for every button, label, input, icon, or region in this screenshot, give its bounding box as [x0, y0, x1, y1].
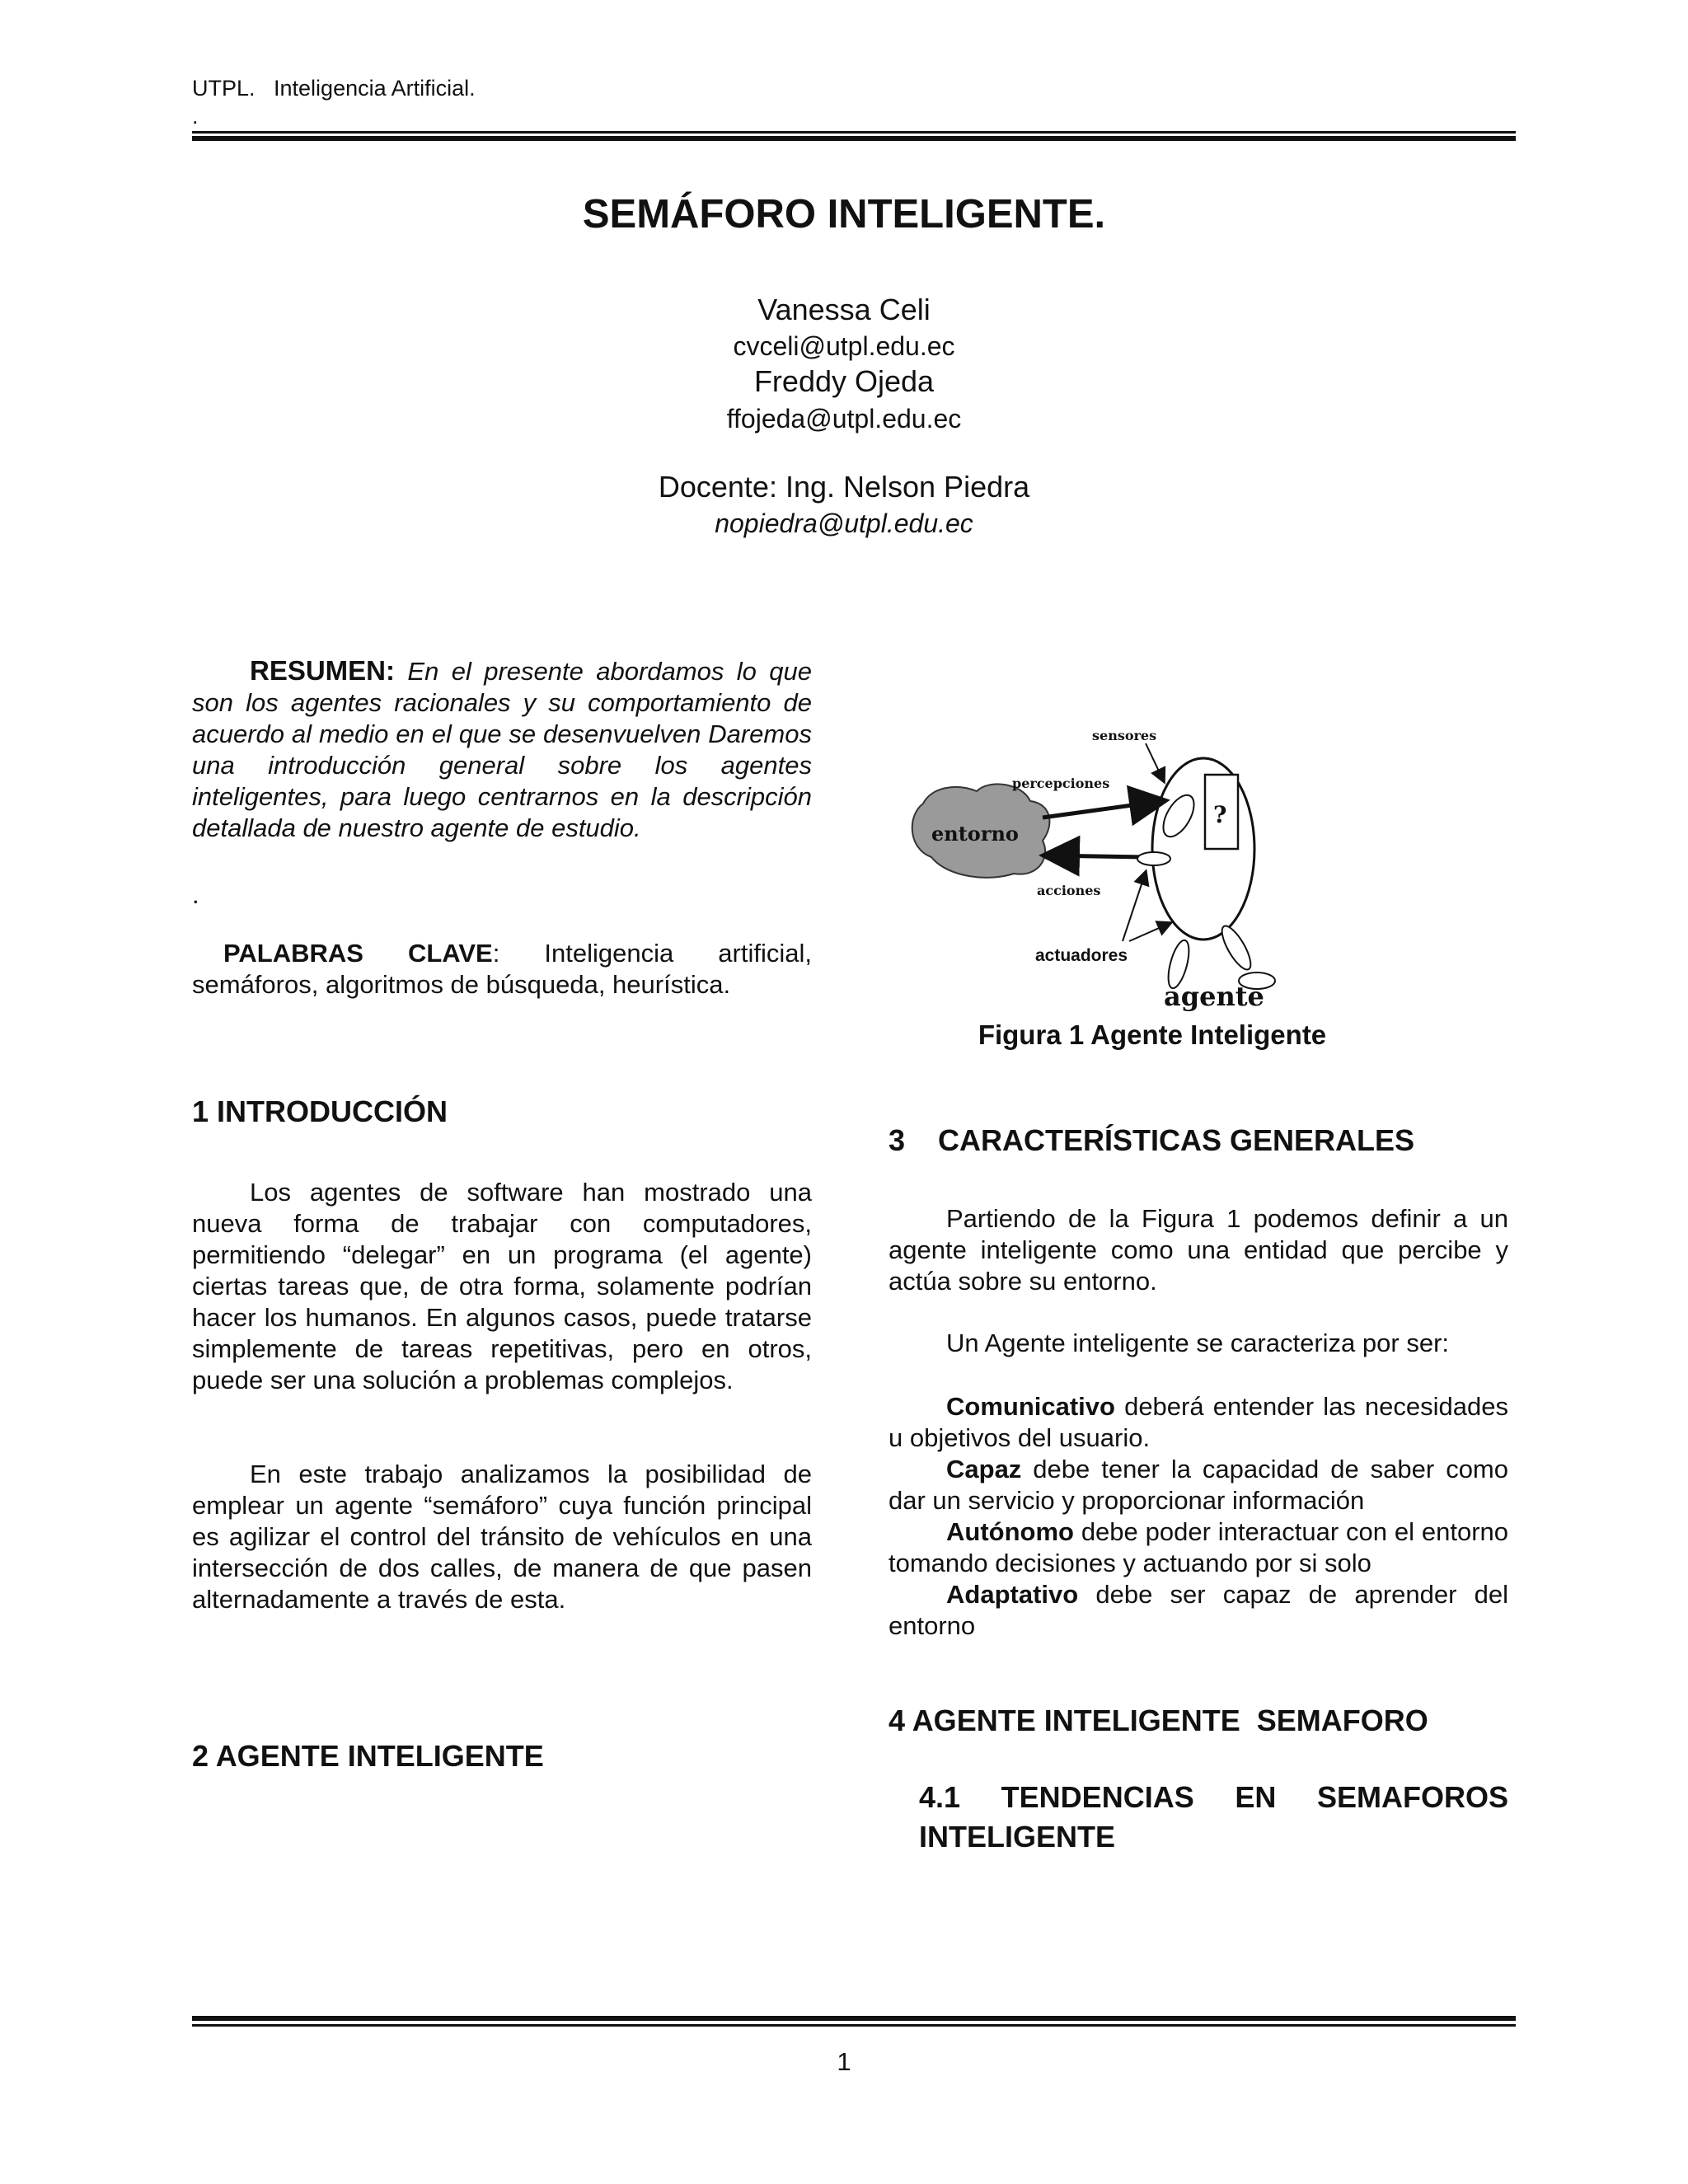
agent-diagram [898, 725, 1360, 1022]
author-1-name: Vanessa Celi [757, 293, 931, 326]
label-percepciones: percepciones [1012, 776, 1110, 791]
acciones-arrow [1047, 855, 1146, 857]
abstract-label: RESUMEN: [250, 655, 396, 686]
trait-autonomo [889, 1516, 1508, 1579]
section-4-heading: 4 AGENTE INTELIGENTE SEMAFORO [889, 1704, 1428, 1737]
trait-desc: deberá entender las necesidades u objetivos del usuario. [889, 1392, 1508, 1452]
label-entorno: entorno [931, 822, 1019, 846]
trait-term: Capaz [946, 1455, 1022, 1483]
subsection-4-1-heading: 4.1 TENDENCIAS EN SEMAFOROS INTELIGENTE [919, 1780, 1508, 1854]
section-1-paragraph-1: Los agentes de software han mostrado una nueva forma de trabajar con computadores, permitiendo “delegar” en un programa (el agente) ciertas tareas que, de otra forma, solamente podrían hacer los humanos. En algunos casos, puede tratarse simplemente de tareas repetitivas, pero en otros, puede ser una solución a problemas complejos. [192, 1178, 812, 1394]
abstract-text: En el presente abordamos lo que son los agentes racionales y su comportamiento de acuerdo al medio en el que se desenvuelven Daremos una introducción general sobre los agentes inteligentes, para luego centrarnos en la descripción detallada de nuestro agente de estudio. [192, 657, 812, 842]
keywords-label: PALABRAS CLAVE [223, 939, 493, 968]
section-3-paragraph-1: Partiendo de la Figura 1 podemos definir a un agente inteligente como una entidad que percibe y actúa sobre su entorno. [889, 1204, 1508, 1296]
trait-desc: debe ser capaz de aprender del entorno [889, 1580, 1508, 1640]
trait-desc: debe tener la capacidad de saber como dar un servicio y proporcionar información [889, 1455, 1508, 1515]
abstract [192, 655, 812, 844]
sensores-pointer [1146, 743, 1164, 781]
actuadores-pointer-1 [1123, 872, 1146, 941]
section-2-heading: 2 AGENTE INTELIGENTE [192, 1739, 544, 1773]
section-3-heading: 3 CARACTERÍSTICAS GENERALES [889, 1123, 1415, 1157]
label-agente: agente [1164, 981, 1264, 1012]
page-number: 1 [837, 2047, 851, 2076]
header-rule-thick [192, 136, 1516, 141]
trait-comunicativo [889, 1391, 1508, 1454]
section-1-paragraph-2: En este trabajo analizamos la posibilidad de emplear un agente “semáforo” cuya función principal es agilizar el control del tránsito de vehículos en una intersección de dos calles, de manera de que pasen alternadamente a través de esta. [192, 1460, 812, 1614]
trait-desc: debe poder interactuar con el entorno tomando decisiones y actuando por si solo [889, 1517, 1508, 1577]
agent-leg-right [1217, 922, 1255, 973]
trait-term: Adaptativo [946, 1580, 1079, 1609]
label-acciones: acciones [1037, 883, 1101, 898]
agent-arm [1137, 852, 1170, 865]
header-dot: . [192, 104, 199, 129]
running-header: UTPL. Inteligencia Artificial. [192, 76, 476, 101]
section-3-paragraph-2: Un Agente inteligente se caracteriza por ser: [946, 1329, 1450, 1357]
paper-title: SEMÁFORO INTELIGENTE. [582, 192, 1106, 237]
trait-term: Comunicativo [946, 1392, 1115, 1421]
percepciones-arrow [1043, 801, 1162, 818]
docente-line: Docente: Ing. Nelson Piedra [658, 470, 1030, 504]
label-sensores: sensores [1092, 728, 1157, 743]
traits-list [889, 1391, 1508, 1642]
section-1-heading: 1 INTRODUCCIÓN [192, 1094, 448, 1128]
docente-email: nopiedra@utpl.edu.ec [715, 509, 973, 538]
agent-body [1152, 758, 1254, 940]
author-1-email: cvceli@utpl.edu.ec [733, 331, 955, 361]
figure-1-caption: Figura 1 Agente Inteligente [978, 1019, 1327, 1050]
actuadores-pointer-2 [1129, 923, 1170, 941]
trait-term: Autónomo [946, 1517, 1074, 1546]
header-rule-thin [192, 131, 1516, 134]
keywords-text: : Inteligencia artificial, semáforos, algoritmos de búsqueda, heurística. [192, 939, 812, 999]
author-2-email: ffojeda@utpl.edu.ec [726, 404, 962, 434]
abstract-trailing-dot: . [192, 880, 199, 909]
label-actuadores: actuadores [1035, 946, 1128, 965]
trait-capaz [889, 1454, 1508, 1516]
trait-adaptativo [889, 1579, 1508, 1642]
footer-rule-thick [192, 2016, 1516, 2021]
author-2-name: Freddy Ojeda [753, 364, 935, 398]
footer-rule-thin [192, 2024, 1516, 2027]
keywords [192, 938, 812, 1001]
label-question: ? [1213, 801, 1227, 828]
